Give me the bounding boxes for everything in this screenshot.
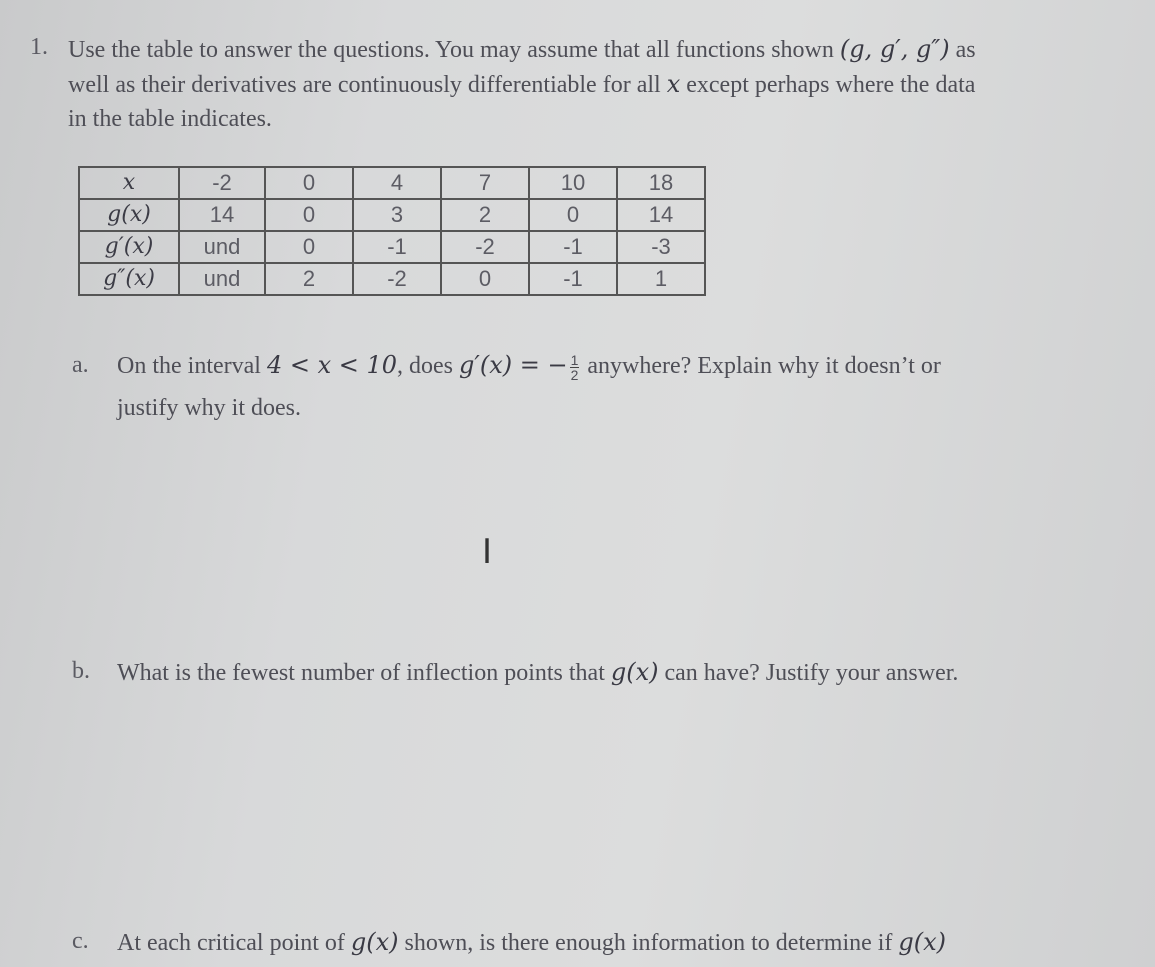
part-a-line-2: justify why it does.	[117, 395, 301, 421]
part-b-label: b.	[72, 658, 90, 684]
table-cell: 10	[529, 167, 617, 199]
row-header-cell: g′(x)	[79, 231, 179, 263]
table-cell: 2	[441, 199, 529, 231]
table-cell: und	[179, 231, 265, 263]
table-cell: 0	[265, 199, 353, 231]
part-c-question: At each critical point of g(x) shown, is there enough information to determine if g(x)	[117, 928, 947, 956]
table-cell: 4	[353, 167, 441, 199]
text-cursor-icon: I	[482, 532, 493, 572]
table-cell: -2	[441, 231, 529, 263]
table-cell: -2	[353, 263, 441, 295]
table-cell: 1	[617, 263, 705, 295]
table-cell: 0	[529, 199, 617, 231]
intro-line-1: Use the table to answer the questions. You may assume that all functions shown (g, g′, g″) as	[68, 35, 976, 63]
intro-line-3: in the table indicates.	[68, 106, 272, 132]
table-row	[79, 263, 705, 295]
table-cell: und	[179, 263, 265, 295]
intro-line-2: well as their derivatives are continuously differentiable for all x except perhaps where the data	[68, 70, 976, 98]
table-row	[79, 167, 705, 199]
row-header-cell: g(x)	[79, 199, 179, 231]
part-a-line-1: On the interval 4 < x < 10, does g′(x) = − $\frac{1}{2}$ anywhere? Explain why it doesn’t or	[117, 351, 941, 383]
table-cell: 14	[617, 199, 705, 231]
table-cell: -1	[353, 231, 441, 263]
part-c-label: c.	[72, 928, 89, 954]
row-header-cell: g″(x)	[79, 263, 179, 295]
table-cell: -2	[179, 167, 265, 199]
table-cell: -3	[617, 231, 705, 263]
table-cell: 0	[441, 263, 529, 295]
part-a-question	[117, 348, 1127, 425]
one-half-fraction: $\frac{1}{2}$	[570, 351, 579, 383]
table-cell: 7	[441, 167, 529, 199]
table-row	[79, 231, 705, 263]
table-cell: -1	[529, 231, 617, 263]
table-cell: 0	[265, 231, 353, 263]
table-cell: -1	[529, 263, 617, 295]
row-header-cell: x	[79, 167, 179, 199]
question-number: 1.	[30, 34, 48, 60]
part-b-question: What is the fewest number of inflection points that g(x) can have? Justify your answer.	[117, 658, 959, 686]
part-a-label: a.	[72, 352, 89, 378]
values-table	[78, 166, 706, 296]
table-cell: 14	[179, 199, 265, 231]
table-row	[79, 199, 705, 231]
functions-math: (g, g′, g″)	[839, 35, 950, 63]
table-cell: 3	[353, 199, 441, 231]
table-cell: 2	[265, 263, 353, 295]
question-intro	[68, 32, 1128, 136]
table-cell: 0	[265, 167, 353, 199]
table-cell: 18	[617, 167, 705, 199]
